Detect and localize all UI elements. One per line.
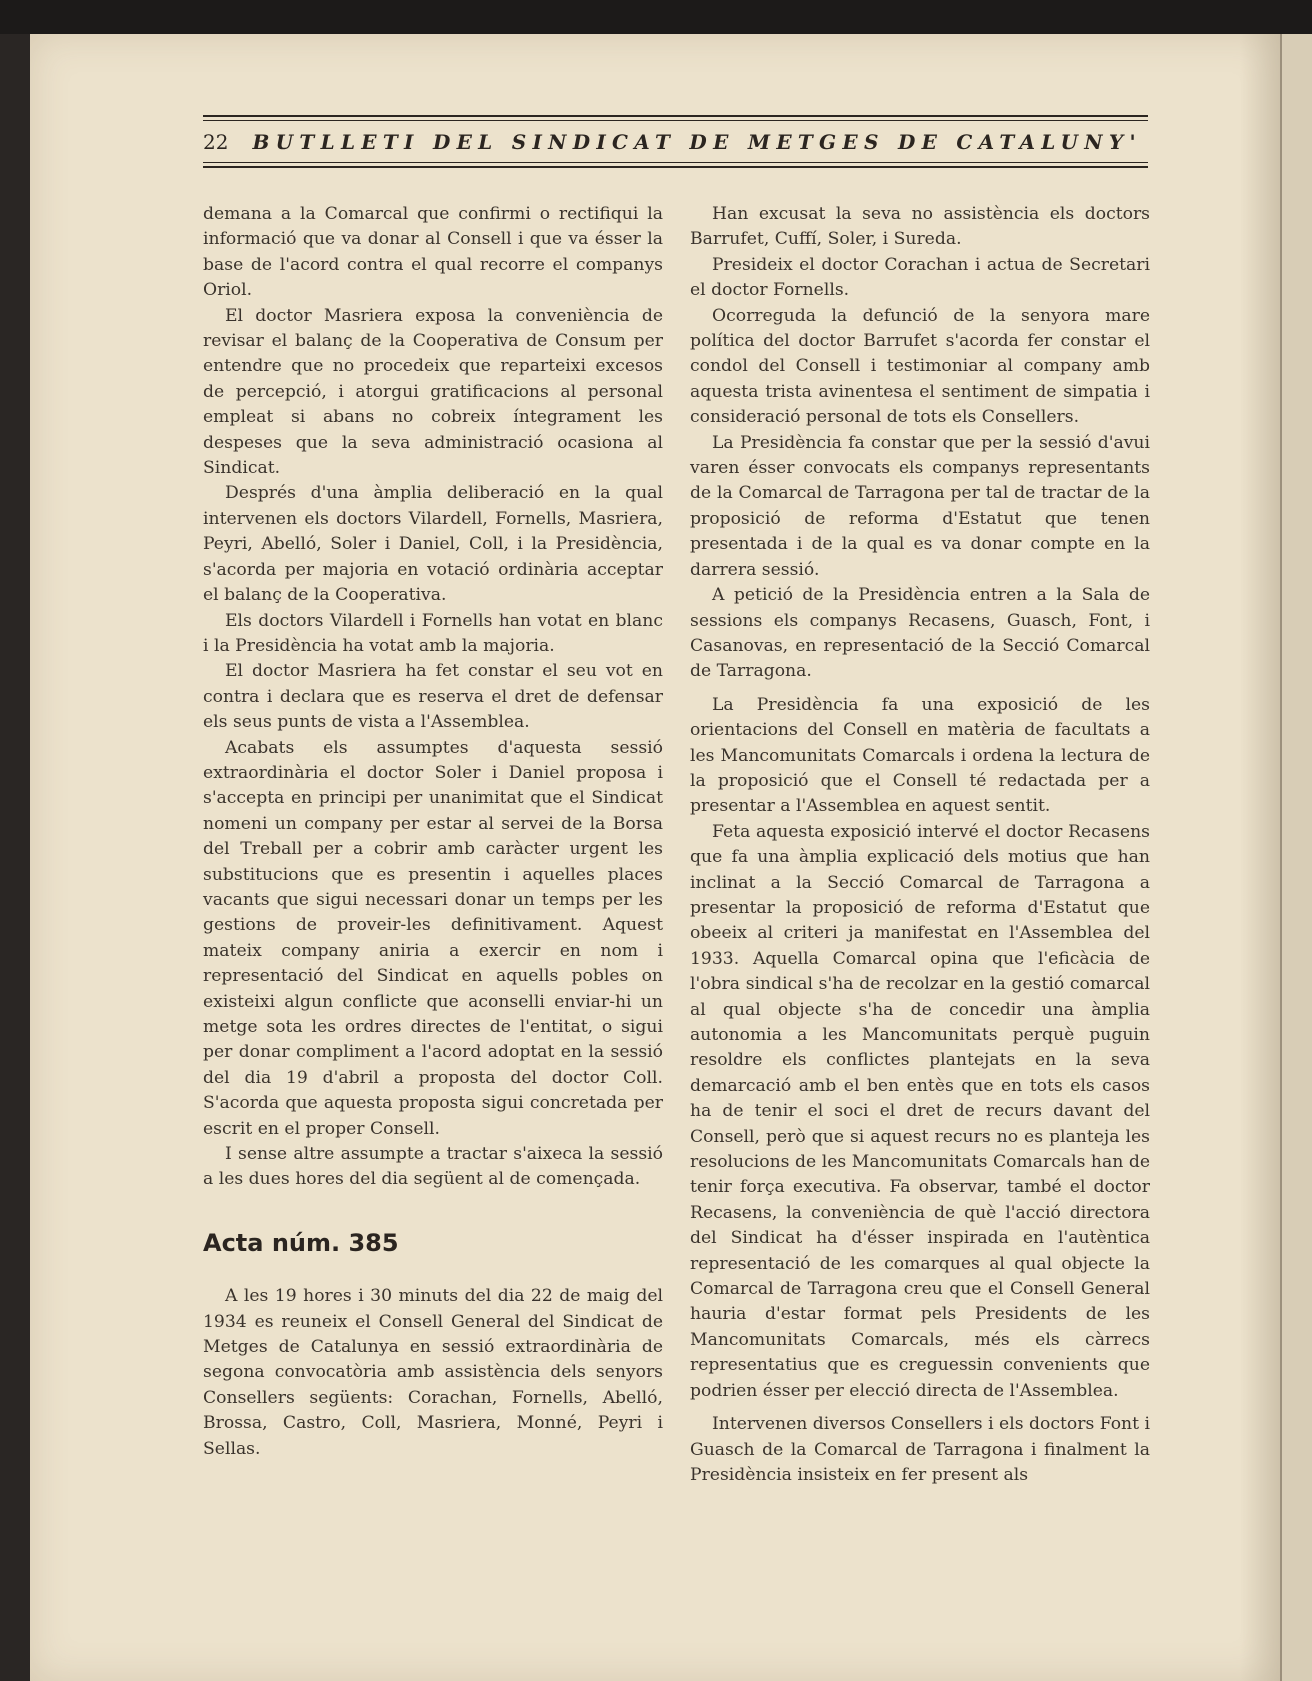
paragraph: Acabats els assumptes d'aquesta sessió extraordinària el doctor Soler i Daniel proposa i s'accepta en principi per unanimitat que el Sindicat nomeni un company per estar al servei de la Borsa del Treball per a cobrir amb caràcter urgent les substitucions que es presentin i aquelles places vacants que sigui necessari donar un temps per les gestions de proveir-les definitivament. Aquest mateix company aniria a exercir en nom i representació del Sindicat en aquells pobles on existeixi algun conflicte que aconselli enviar-hi un metge sota les ordres directes de l'entitat, o sigui per donar compliment a l'acord adoptat en la sessió del dia 19 d'abril a proposta del doctor Coll. S'acorda que aquesta proposta sigui concretada per escrit en el proper Consell. xyxy=(203,737,663,1139)
right-column xyxy=(690,202,1150,1488)
running-title: BUTLLETI DEL SINDICAT DE METGES DE CATALUNY' xyxy=(252,130,1142,154)
paragraph: La Presidència fa constar que per la sessió d'avui varen ésser convocats els companys representants de la Comarcal de Tarragona per tal de tractar de la proposició de reforma d'Estatut que tenen presentada i de la qual es va donar compte en la darrera sessió. xyxy=(690,432,1150,580)
header-rule-top-thin xyxy=(203,120,1148,121)
running-header xyxy=(203,115,1148,170)
paragraph: Intervenen diversos Consellers i els doctors Font i Guasch de la Comarcal de Tarragona i finalment la Presidència insisteix en fer present als xyxy=(690,1414,1150,1485)
paragraph: A petició de la Presidència entren a la Sala de sessions els companys Recasens, Guasch, Font, i Casanovas, en representació de la Secció Comarcal de Tarragona. xyxy=(690,585,1150,682)
header-rule-top xyxy=(203,115,1148,117)
left-column xyxy=(203,202,663,1462)
paragraph: El doctor Masriera ha fet constar el seu vot en contra i declara que es reserva el dret de defensar els seus punts de vista a l'Assemblea. xyxy=(203,661,663,733)
paragraph: Els doctors Vilardell i Fornells han votat en blanc i la Presidència ha votat amb la majoria. xyxy=(203,610,663,656)
paragraph: La Presidència fa una exposició de les orientacions del Consell en matèria de facultats a les Mancomunitats Comarcals i ordena la lectura de la proposició que el Consell té redactada per a presentar a l'Assemblea en aquest sentit. xyxy=(690,694,1150,817)
header-rule-bottom-thin xyxy=(203,162,1148,163)
paragraph: Presideix el doctor Corachan i actua de Secretari el doctor Fornells. xyxy=(690,254,1150,301)
paragraph: demana a la Comarcal que confirmi o rectifiqui la informació que va donar al Consell i que va ésser la base de l'acord contra el qual recorre el companys Oriol. xyxy=(203,204,663,301)
page-fold-shadow xyxy=(1240,34,1280,1681)
header-row xyxy=(203,127,1148,157)
paragraph: El doctor Masriera exposa la conveniència de revisar el balanç de la Cooperativa de Consum per entendre que no procedeix que reparteixi excesos de percepció, i atorgui gratificacions al personal empleat si abans no cobreix íntegrament les despeses que la seva administració ocasiona al Sindicat. xyxy=(203,305,663,479)
paragraph: Feta aquesta exposició intervé el doctor Recasens que fa una àmplia explicació dels motius que han inclinat a la Secció Comarcal de Tarragona a presentar la proposició de reforma d'Estatut que obeeix al criteri ja manifestat en l'Assemblea del 1933. Aquella Comarcal opina que l'eficàcia de l'obra sindical s'ha de recolzar en la gestió comarcal al qual objecte s'ha de concedir una àmplia autonomia a les Mancomunitats perquè puguin resoldre els conflictes plantejats en la seva demarcació amb el ben entès que en tots els casos ha de tenir el soci el dret de recurs davant del Consell, però que si aquest recurs no es planteja les resolucions de les Mancomunitats Comarcals han de tenir força executiva. Fa observar, també el doctor Recasens, la conveniència de què l'acció directora del Sindicat ha d'ésser inspirada en l'autèntica representació de les comarques al qual objecte la Comarcal de Tarragona creu que el Consell General hauria d'estar format pels Presidents de les Mancomunitats Comarcals, més els càrrecs representatius que es creguessin convenients que podrien ésser per elecció directa de l'Assemblea. xyxy=(690,821,1150,1401)
scan-background xyxy=(0,0,1312,34)
page-edge xyxy=(1280,34,1312,1681)
paragraph: Han excusat la seva no assistència els doctors Barrufet, Cuffí, Soler, i Sureda. xyxy=(690,204,1150,250)
paragraph: Ocorreguda la defunció de la senyora mare política del doctor Barrufet s'acorda fer constar el condol del Consell i testimoniar al company amb aquesta trista avinentesa el sentiment de simpatia i consideració personal de tots els Consellers. xyxy=(690,305,1150,428)
header-rule-bottom xyxy=(203,166,1148,168)
paragraph: Després d'una àmplia deliberació en la qual intervenen els doctors Vilardell, Fornells, Masriera, Peyri, Abelló, Soler i Daniel, Coll, i la Presidència, s'acorda per majoria en votació ordinària acceptar el balanç de la Cooperativa. xyxy=(203,483,663,606)
paragraph: I sense altre assumpte a tractar s'aixeca la sessió a les dues hores del dia següent al de començada. xyxy=(203,1144,663,1190)
section-heading: Acta núm. 385 xyxy=(203,1228,399,1257)
paragraph: A les 19 hores i 30 minuts del dia 22 de maig del 1934 es reuneix el Consell General del Sindicat de Metges de Catalunya en sessió extraordinària de segona convocatòria amb assistència dels senyors Consellers següents: Corachan, Fornells, Abelló, Brossa, Castro, Coll, Masriera, Monné, Peyri i Sellas. xyxy=(203,1286,663,1459)
page-number: 22 xyxy=(203,130,229,154)
